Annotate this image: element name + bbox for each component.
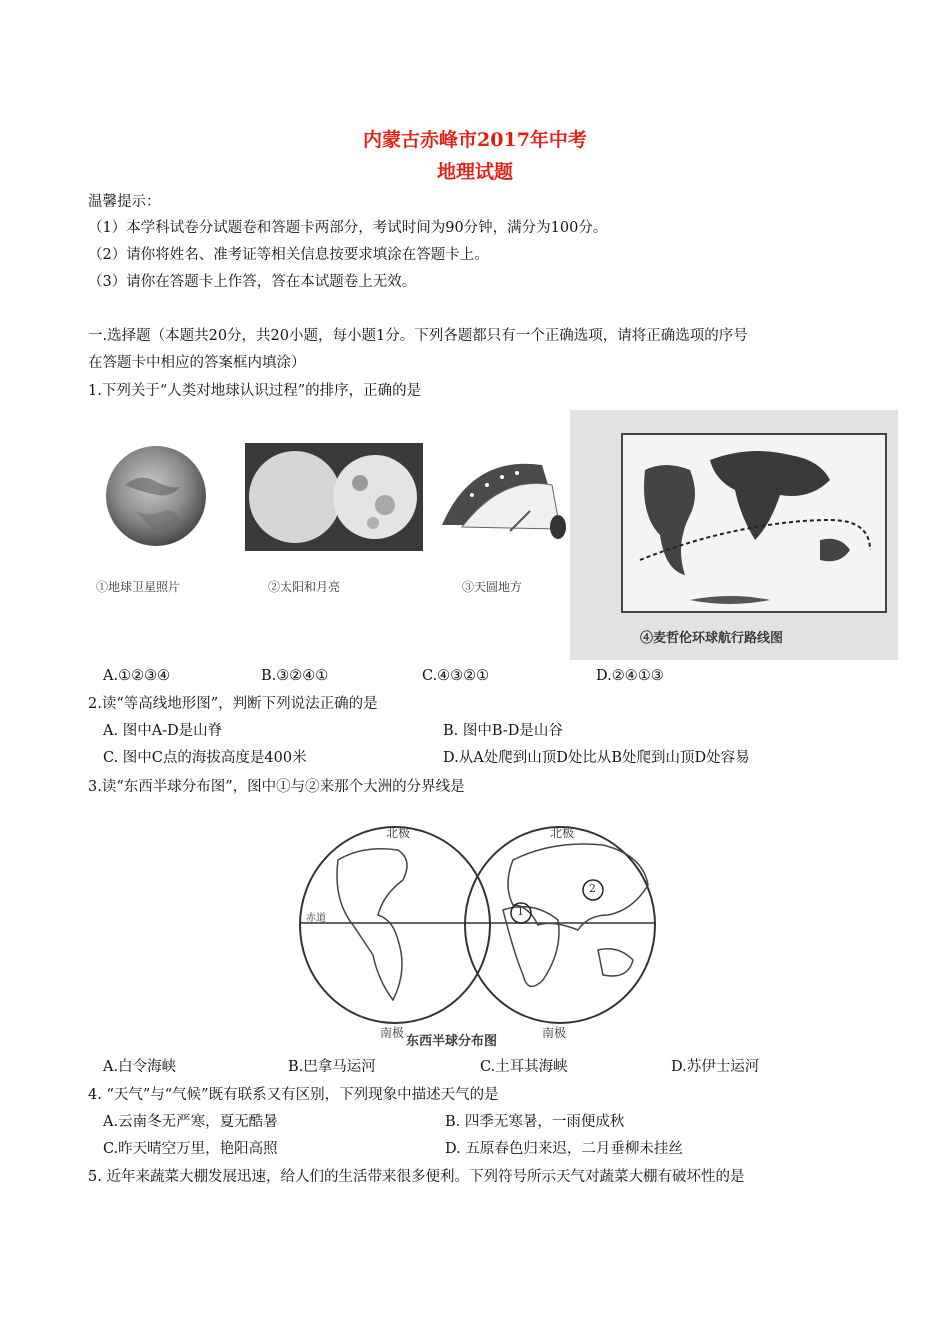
q4-option-a: A.云南冬无严寒，夏无酷暑 bbox=[103, 1114, 278, 1130]
sun-and-moon-image bbox=[245, 443, 423, 551]
q3-option-b: B.巴拿马运河 bbox=[288, 1059, 376, 1075]
tip-item: （3）请你在答题卡上作答，答在本试题卷上无效。 bbox=[88, 274, 417, 290]
magellan-route-map bbox=[570, 410, 898, 660]
round-sky-square-earth-image bbox=[432, 455, 572, 555]
page-subtitle: 地理试题 bbox=[436, 161, 513, 183]
tips-heading: 温馨提示： bbox=[88, 194, 161, 210]
q1-option-d: D.②④①③ bbox=[596, 668, 664, 684]
question-1-stem: 1.下列关于“人类对地球认识过程”的排序，正确的是 bbox=[88, 383, 422, 399]
q2-option-a: A. 图中A-D是山脊 bbox=[103, 723, 223, 739]
question-4-stem: 4. “天气”与“气候”既有联系又有区别，下列现象中描述天气的是 bbox=[88, 1087, 499, 1103]
q4-option-c: C.昨天晴空万里，艳阳高照 bbox=[103, 1141, 278, 1157]
q1-option-a: A.①②③④ bbox=[103, 668, 171, 684]
hemispheres-map bbox=[298, 820, 658, 1050]
map-label-south: 南极 bbox=[542, 1026, 567, 1040]
earth-satellite-photo bbox=[100, 440, 210, 552]
caption-3: ③天圆地方 bbox=[462, 580, 523, 594]
q3-option-c: C.土耳其海峡 bbox=[480, 1059, 568, 1075]
q1-option-c: C.④③②① bbox=[422, 668, 490, 684]
caption-4: ④麦哲伦环球航行路线图 bbox=[640, 631, 784, 646]
caption-2: ②太阳和月亮 bbox=[268, 580, 341, 594]
q1-option-b: B.③②④① bbox=[261, 668, 329, 684]
map-label-equator: 赤道 bbox=[306, 913, 326, 924]
q4-option-d: D. 五原春色归来迟，二月垂柳未挂丝 bbox=[445, 1141, 683, 1157]
q3-option-a: A.白令海峡 bbox=[103, 1059, 177, 1075]
caption-1: ①地球卫星照片 bbox=[96, 580, 181, 594]
map-mark-1: 1 bbox=[517, 905, 524, 918]
question-2-stem: 2.读“等高线地形图”，判断下列说法正确的是 bbox=[88, 696, 378, 712]
section-heading: 一.选择题（本题共20分，共20小题，每小题1分。下列各题都只有一个正确选项，请将正确选项的序号 bbox=[88, 328, 748, 344]
q2-option-c: C. 图中C点的海拔高度是400米 bbox=[103, 750, 307, 766]
q2-option-b: B. 图中B-D是山谷 bbox=[443, 723, 563, 739]
map-caption: 东西半球分布图 bbox=[406, 1034, 498, 1049]
map-label-south: 南极 bbox=[380, 1026, 405, 1040]
map-label-north: 北极 bbox=[386, 826, 411, 840]
q3-option-d: D.苏伊士运河 bbox=[671, 1059, 760, 1075]
q4-option-b: B. 四季无寒暑，一雨便成秋 bbox=[445, 1114, 625, 1130]
tip-item: （2）请你将姓名、准考证等相关信息按要求填涂在答题卡上。 bbox=[88, 247, 489, 263]
q2-option-d: D.从A处爬到山顶D处比从B处爬到山顶D处容易 bbox=[443, 750, 750, 766]
page-title: 内蒙古赤峰市2017年中考 bbox=[363, 129, 587, 151]
map-mark-2: 2 bbox=[589, 882, 596, 895]
question-3-stem: 3.读“东西半球分布图”，图中①与②来那个大洲的分界线是 bbox=[88, 779, 465, 795]
map-label-north: 北极 bbox=[550, 826, 575, 840]
tip-item: （1）本学科试卷分试题卷和答题卡两部分，考试时间为90分钟，满分为100分。 bbox=[88, 220, 608, 236]
section-heading-cont: 在答题卡中相应的答案框内填涂） bbox=[88, 355, 306, 371]
question-5-stem: 5. 近年来蔬菜大棚发展迅速，给人们的生活带来很多便利。下列符号所示天气对蔬菜大棚有破坏性的是 bbox=[88, 1169, 745, 1185]
